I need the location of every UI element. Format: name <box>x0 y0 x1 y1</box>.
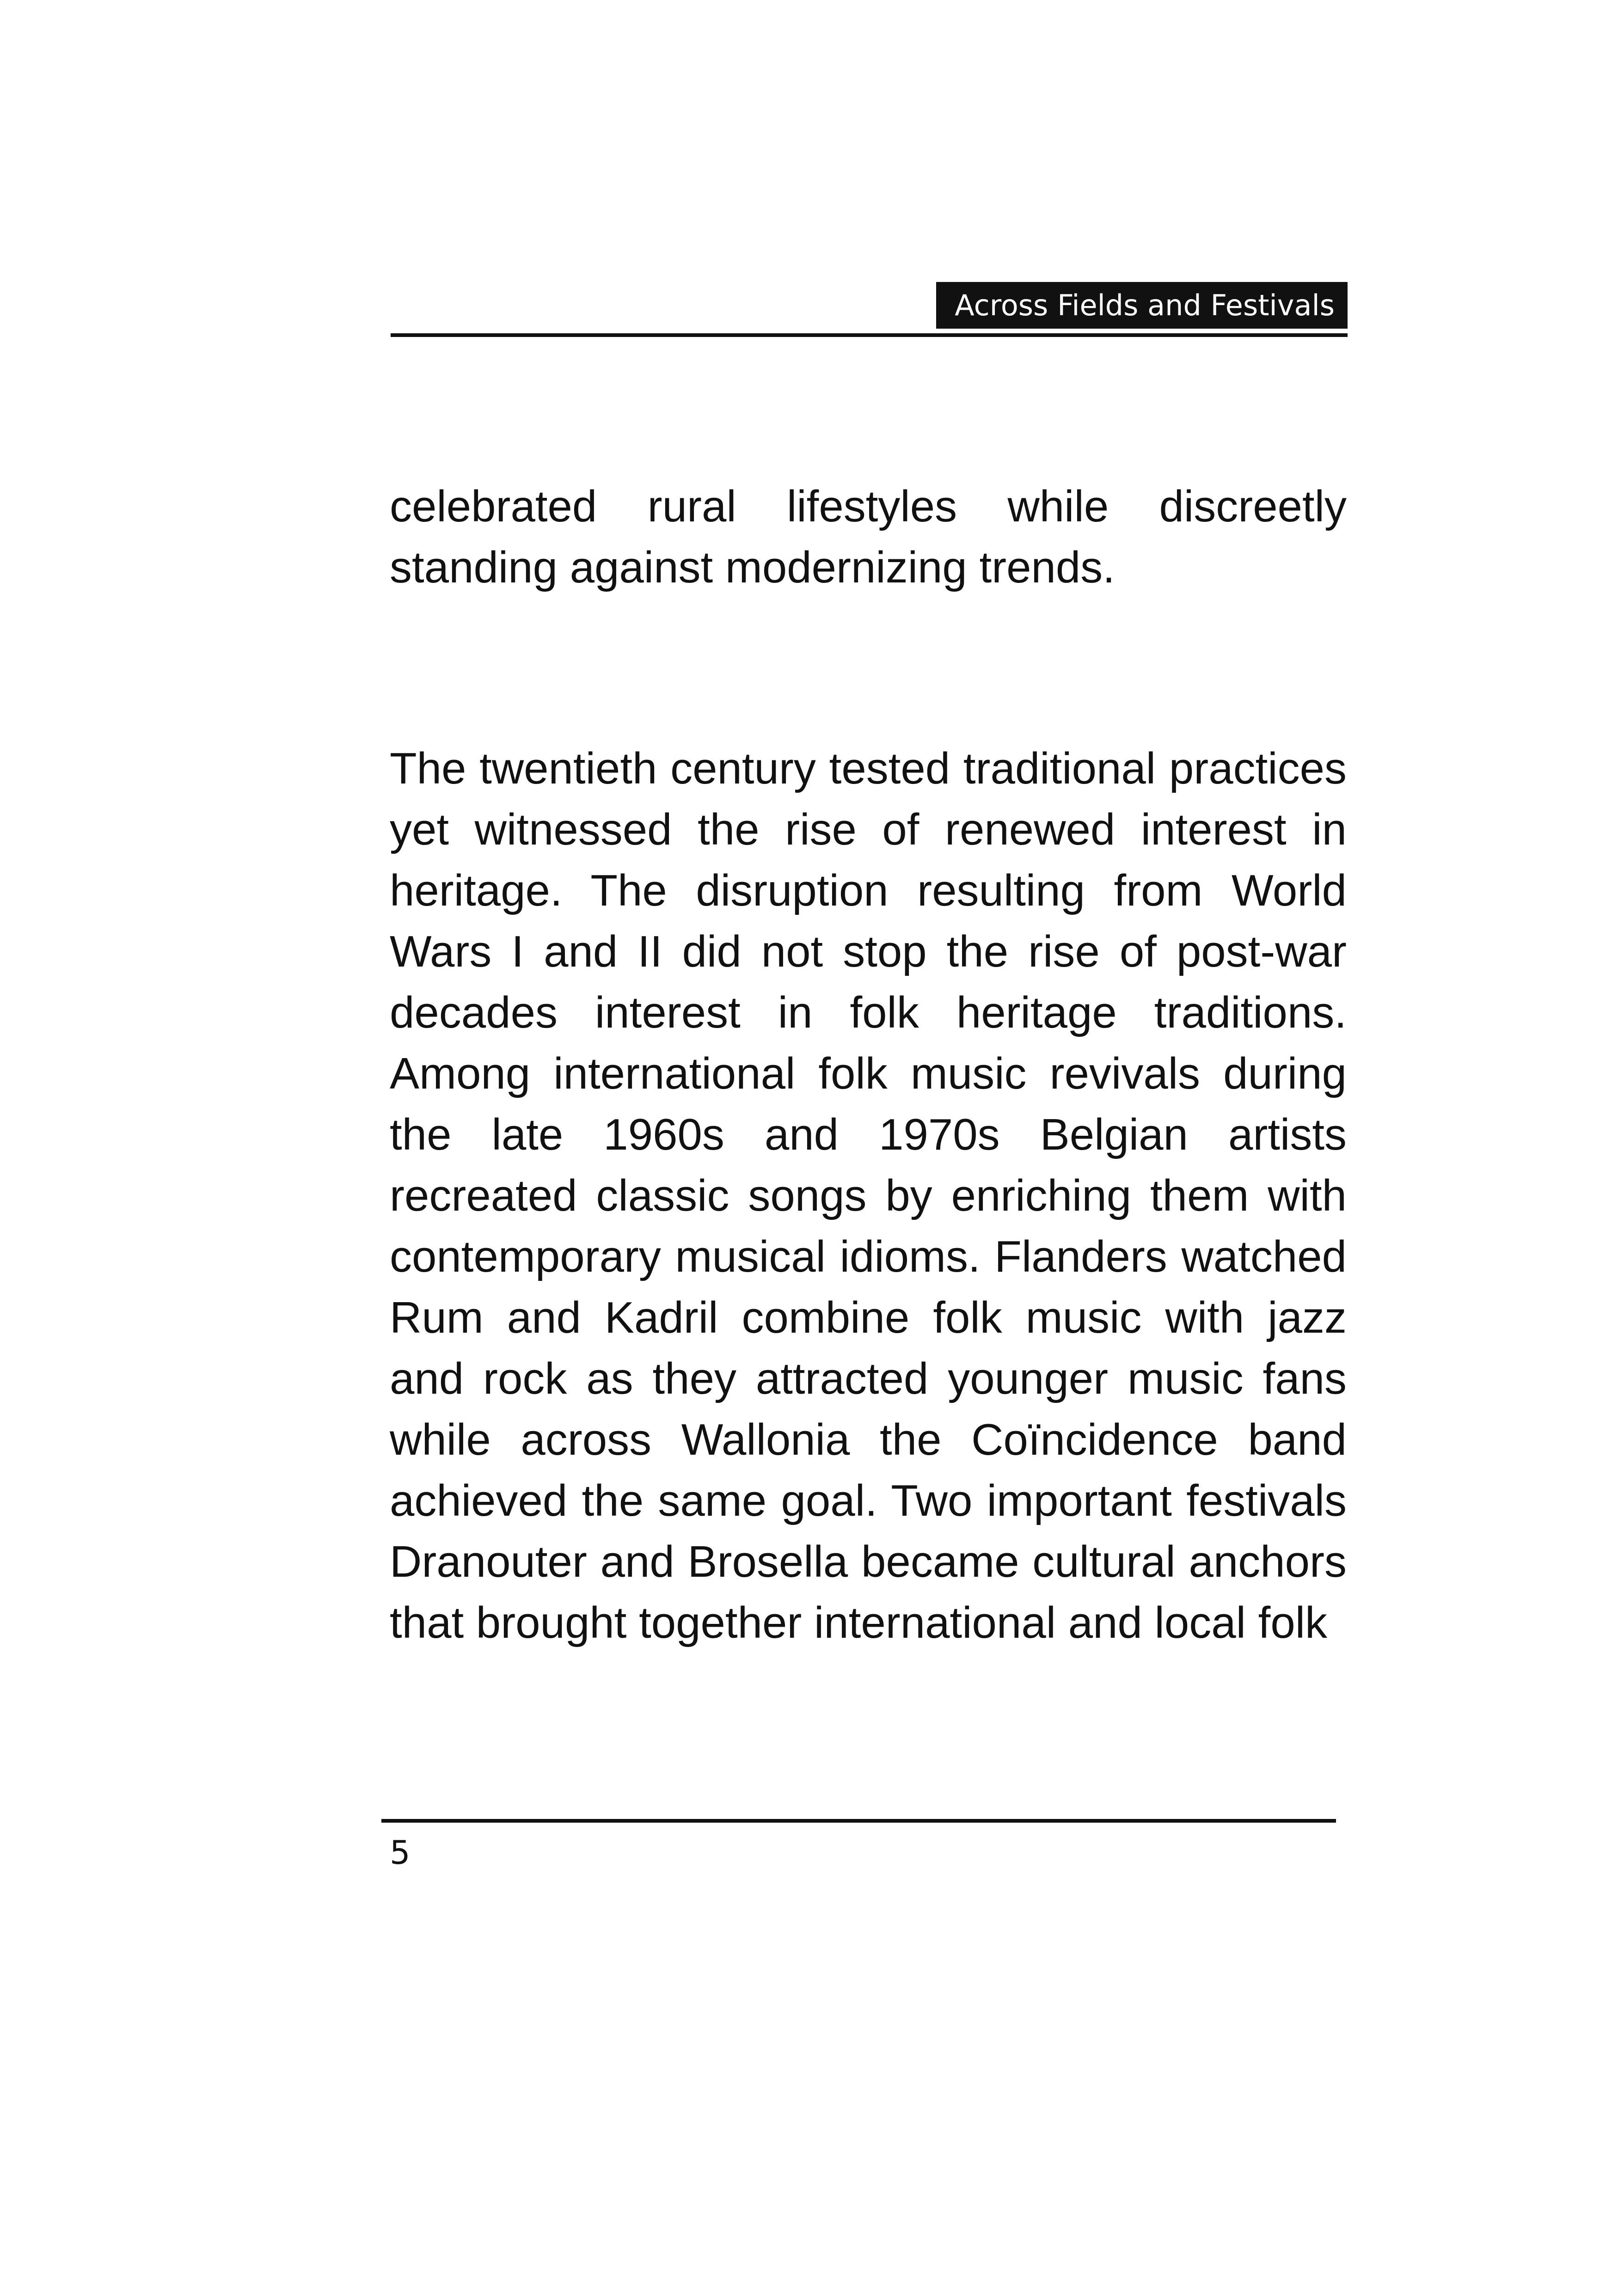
body-paragraph-2: The twentieth century tested traditional practices yet witnessed the rise of renewed interest in heritage. The disruption resulting from World Wars I and II did not stop the rise of post-war decades interest in folk heritage traditions. Among international folk music revivals during the late 1960s and 1970s Belgian artists recreated classic songs by enriching them with contemporary musical idioms. Flanders watched Rum and Kadril combine folk music with jazz and rock as they attracted younger music fans while across Wallonia the Coïncidence band achieved the same goal. Two important festivals Dranouter and Brosella became cultural anchors that brought together international and local folk <box>390 744 1347 1647</box>
running-header <box>391 282 1348 337</box>
body-paragraph-1: celebrated rural lifestyles while discreetly standing against modernizing trends. <box>390 482 1347 592</box>
page-number: 5 <box>390 1834 411 1872</box>
header-rule <box>391 333 1348 337</box>
running-title: Across Fields and Festivals <box>936 282 1348 329</box>
footer-rule <box>381 1819 1336 1823</box>
